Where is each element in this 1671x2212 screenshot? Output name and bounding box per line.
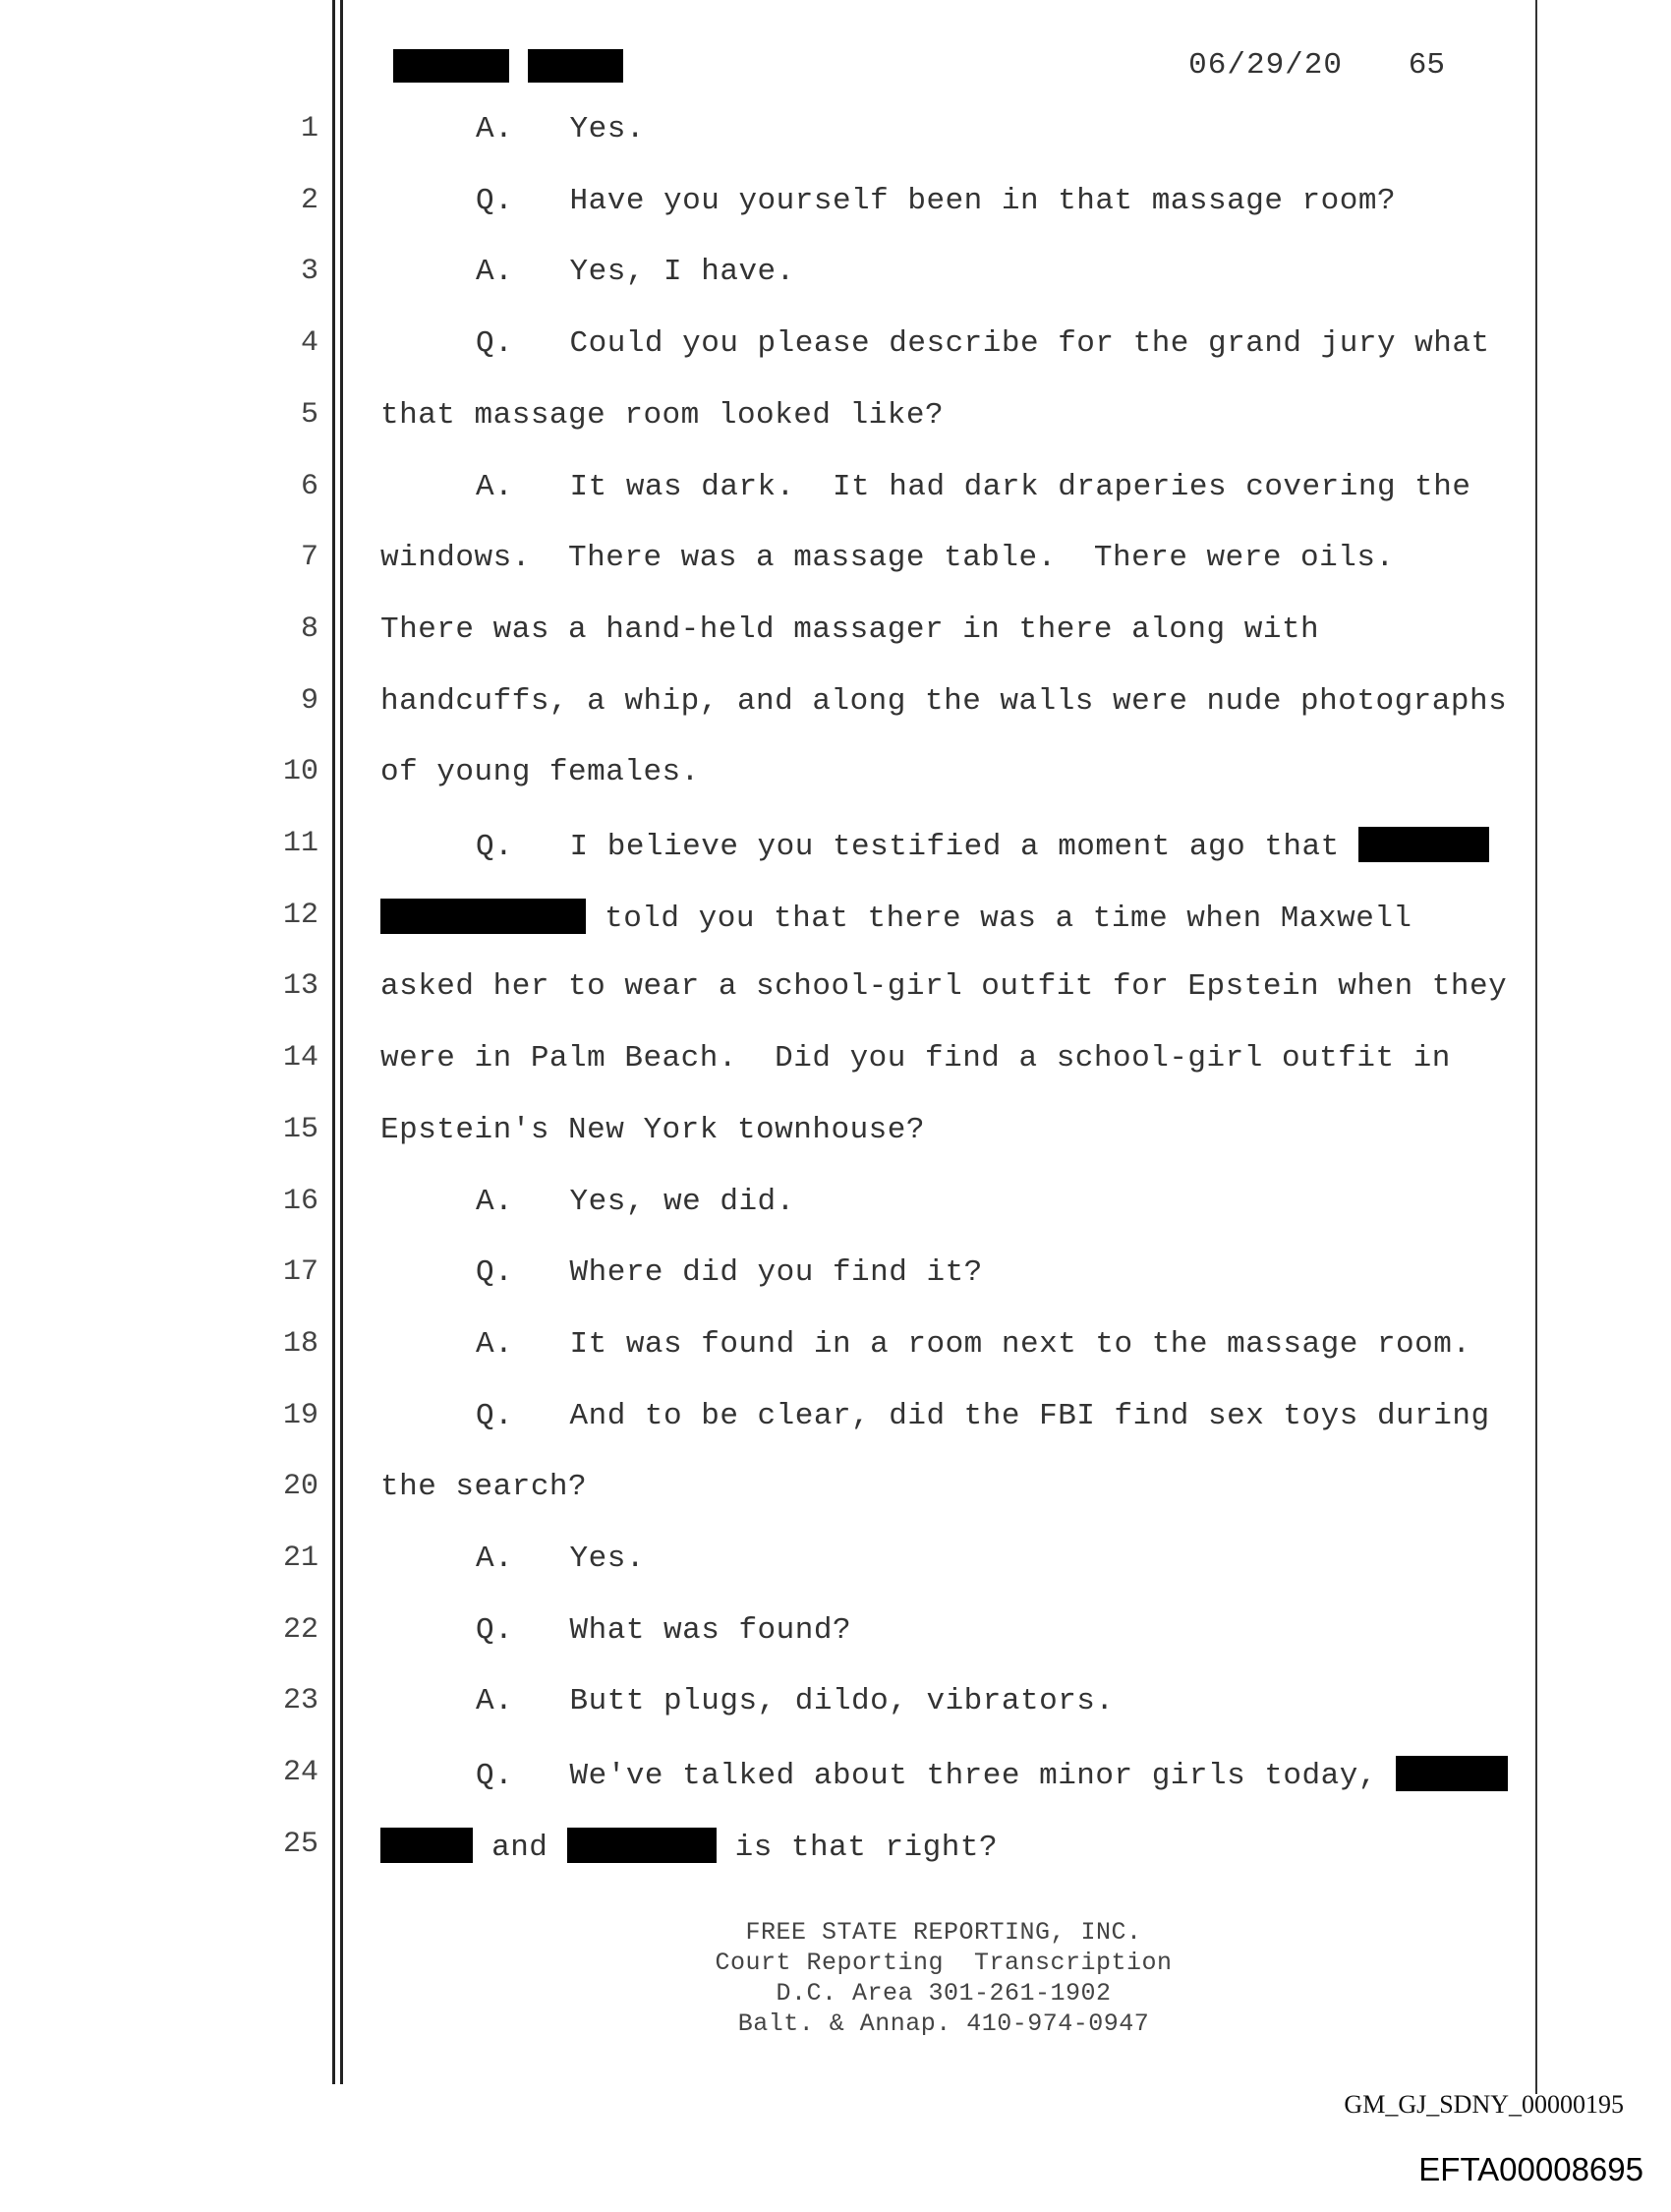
transcript-line — [0, 398, 1671, 447]
line-number: 24 — [282, 1756, 318, 1789]
line-number: 1 — [300, 112, 318, 146]
line-text — [476, 470, 1470, 504]
line-text-segment: Q. Have you yourself been in that massage room? — [476, 184, 1397, 218]
line-text-segment: told you that there was a time when Maxwell — [586, 902, 1412, 936]
redaction-block — [1358, 827, 1489, 862]
line-number: 4 — [300, 326, 318, 360]
transcript-line — [0, 1399, 1671, 1448]
line-text — [380, 969, 1507, 1004]
line-text-segment: A. Yes. — [476, 112, 645, 146]
line-number: 22 — [282, 1613, 318, 1647]
efta-number: EFTA00008695 — [1418, 2151, 1643, 2187]
transcript-line — [0, 1041, 1671, 1090]
line-text — [380, 1828, 998, 1865]
transcript-line — [0, 1113, 1671, 1162]
redaction-block — [1396, 1756, 1508, 1791]
line-number: 9 — [300, 684, 318, 718]
line-text — [380, 1041, 1451, 1076]
bates-number: GM_GJ_SDNY_00000195 — [1344, 2090, 1624, 2119]
line-text — [476, 1613, 851, 1648]
line-number: 18 — [282, 1327, 318, 1361]
line-text-segment: A. Yes, I have. — [476, 255, 795, 289]
footer-services: Court Reporting Transcription — [715, 1949, 1173, 1977]
line-text — [380, 1470, 587, 1504]
line-text-segment: A. Yes. — [476, 1542, 645, 1576]
line-text-segment: were in Palm Beach. Did you find a school-girl outfit in — [380, 1041, 1451, 1076]
line-text — [380, 398, 944, 433]
reporter-footer — [491, 1917, 1396, 2039]
transcript-line — [0, 541, 1671, 590]
line-text — [476, 255, 795, 289]
line-text — [476, 1542, 645, 1576]
line-number: 14 — [282, 1041, 318, 1075]
line-text — [380, 1113, 925, 1147]
line-number: 13 — [282, 969, 318, 1003]
transcript-line — [0, 1613, 1671, 1662]
line-text-segment: windows. There was a massage table. There were oils. — [380, 541, 1395, 575]
line-text-segment: Q. What was found? — [476, 1613, 852, 1648]
line-text — [380, 755, 700, 789]
transcript-line — [0, 969, 1671, 1019]
transcript-line — [0, 184, 1671, 233]
line-text-segment: handcuffs, a whip, and along the walls were nude photographs — [380, 684, 1508, 719]
line-number: 21 — [282, 1542, 318, 1575]
line-text-segment: Q. We've talked about three minor girls today, — [476, 1759, 1397, 1793]
line-text — [476, 1255, 983, 1290]
transcript-line — [0, 1756, 1671, 1805]
line-text — [380, 541, 1395, 575]
line-text — [476, 184, 1396, 218]
transcript-line — [0, 1185, 1671, 1234]
line-text-segment: is that right? — [716, 1831, 999, 1865]
transcript-line — [0, 1828, 1671, 1877]
line-text-segment: and — [473, 1831, 567, 1865]
footer-company: FREE STATE REPORTING, INC. — [745, 1918, 1142, 1947]
transcript-line — [0, 1255, 1671, 1305]
line-text-segment: A. It was dark. It had dark draperies covering the — [476, 470, 1471, 504]
line-number: 23 — [282, 1684, 318, 1717]
line-text — [476, 1185, 795, 1219]
line-number: 8 — [300, 612, 318, 646]
header-redaction-block — [393, 49, 509, 83]
line-text — [476, 112, 645, 146]
line-text — [476, 326, 1490, 361]
transcript-line — [0, 1470, 1671, 1519]
header-date: 06/29/20 — [1188, 48, 1343, 83]
redaction-block — [567, 1828, 717, 1863]
line-text-segment: A. Yes, we did. — [476, 1185, 795, 1219]
transcript-line — [0, 1327, 1671, 1376]
line-number: 6 — [300, 470, 318, 503]
transcript-line — [0, 112, 1671, 161]
line-number: 16 — [282, 1185, 318, 1218]
transcript-line — [0, 684, 1671, 733]
line-text-segment: Q. Where did you find it? — [476, 1255, 983, 1290]
line-text — [380, 612, 1319, 647]
header-redaction-block — [528, 49, 623, 83]
line-text — [476, 1684, 1115, 1718]
line-number: 3 — [300, 255, 318, 288]
transcript-line — [0, 899, 1671, 948]
transcript-line — [0, 470, 1671, 519]
line-number: 17 — [282, 1255, 318, 1289]
header-page-number: 65 — [1408, 48, 1445, 83]
line-text-segment: There was a hand-held massager in there along with — [380, 612, 1320, 647]
line-text-segment: A. Butt plugs, dildo, vibrators. — [476, 1684, 1115, 1718]
footer-balt-phone: Balt. & Annap. 410-974-0947 — [737, 2009, 1150, 2038]
line-text — [476, 827, 1489, 864]
line-number: 20 — [282, 1470, 318, 1503]
line-number: 5 — [300, 398, 318, 432]
line-number: 19 — [282, 1399, 318, 1432]
transcript-line — [0, 1542, 1671, 1591]
line-text-segment: Q. Could you please describe for the grand jury what — [476, 326, 1490, 361]
line-number: 15 — [282, 1113, 318, 1146]
line-number: 25 — [282, 1828, 318, 1861]
line-text-segment: Q. I believe you testified a moment ago that — [476, 830, 1358, 864]
line-text — [476, 1327, 1470, 1362]
transcript-line — [0, 1684, 1671, 1733]
line-text-segment: the search? — [380, 1470, 588, 1504]
line-number: 2 — [300, 184, 318, 217]
line-text-segment: A. It was found in a room next to the massage room. — [476, 1327, 1471, 1362]
line-number: 10 — [282, 755, 318, 788]
page-header — [393, 43, 1445, 83]
line-text — [476, 1756, 1508, 1793]
line-text-segment: Q. And to be clear, did the FBI find sex toys during — [476, 1399, 1490, 1433]
line-text — [380, 684, 1507, 719]
transcript-line — [0, 612, 1671, 662]
line-text — [380, 899, 1412, 936]
line-text-segment: of young females. — [380, 755, 700, 789]
footer-dc-phone: D.C. Area 301-261-1902 — [776, 1979, 1112, 2008]
line-text-segment: that massage room looked like? — [380, 398, 945, 433]
line-number: 7 — [300, 541, 318, 574]
redaction-block — [380, 1828, 473, 1863]
transcript-line — [0, 255, 1671, 304]
transcript-line — [0, 755, 1671, 804]
redaction-block — [380, 899, 586, 934]
transcript-line — [0, 827, 1671, 876]
transcript-line — [0, 326, 1671, 376]
line-number: 12 — [282, 899, 318, 932]
line-text — [476, 1399, 1490, 1433]
line-text-segment: asked her to wear a school-girl outfit for Epstein when they — [380, 969, 1508, 1004]
line-text-segment: Epstein's New York townhouse? — [380, 1113, 925, 1147]
line-number: 11 — [282, 827, 318, 860]
